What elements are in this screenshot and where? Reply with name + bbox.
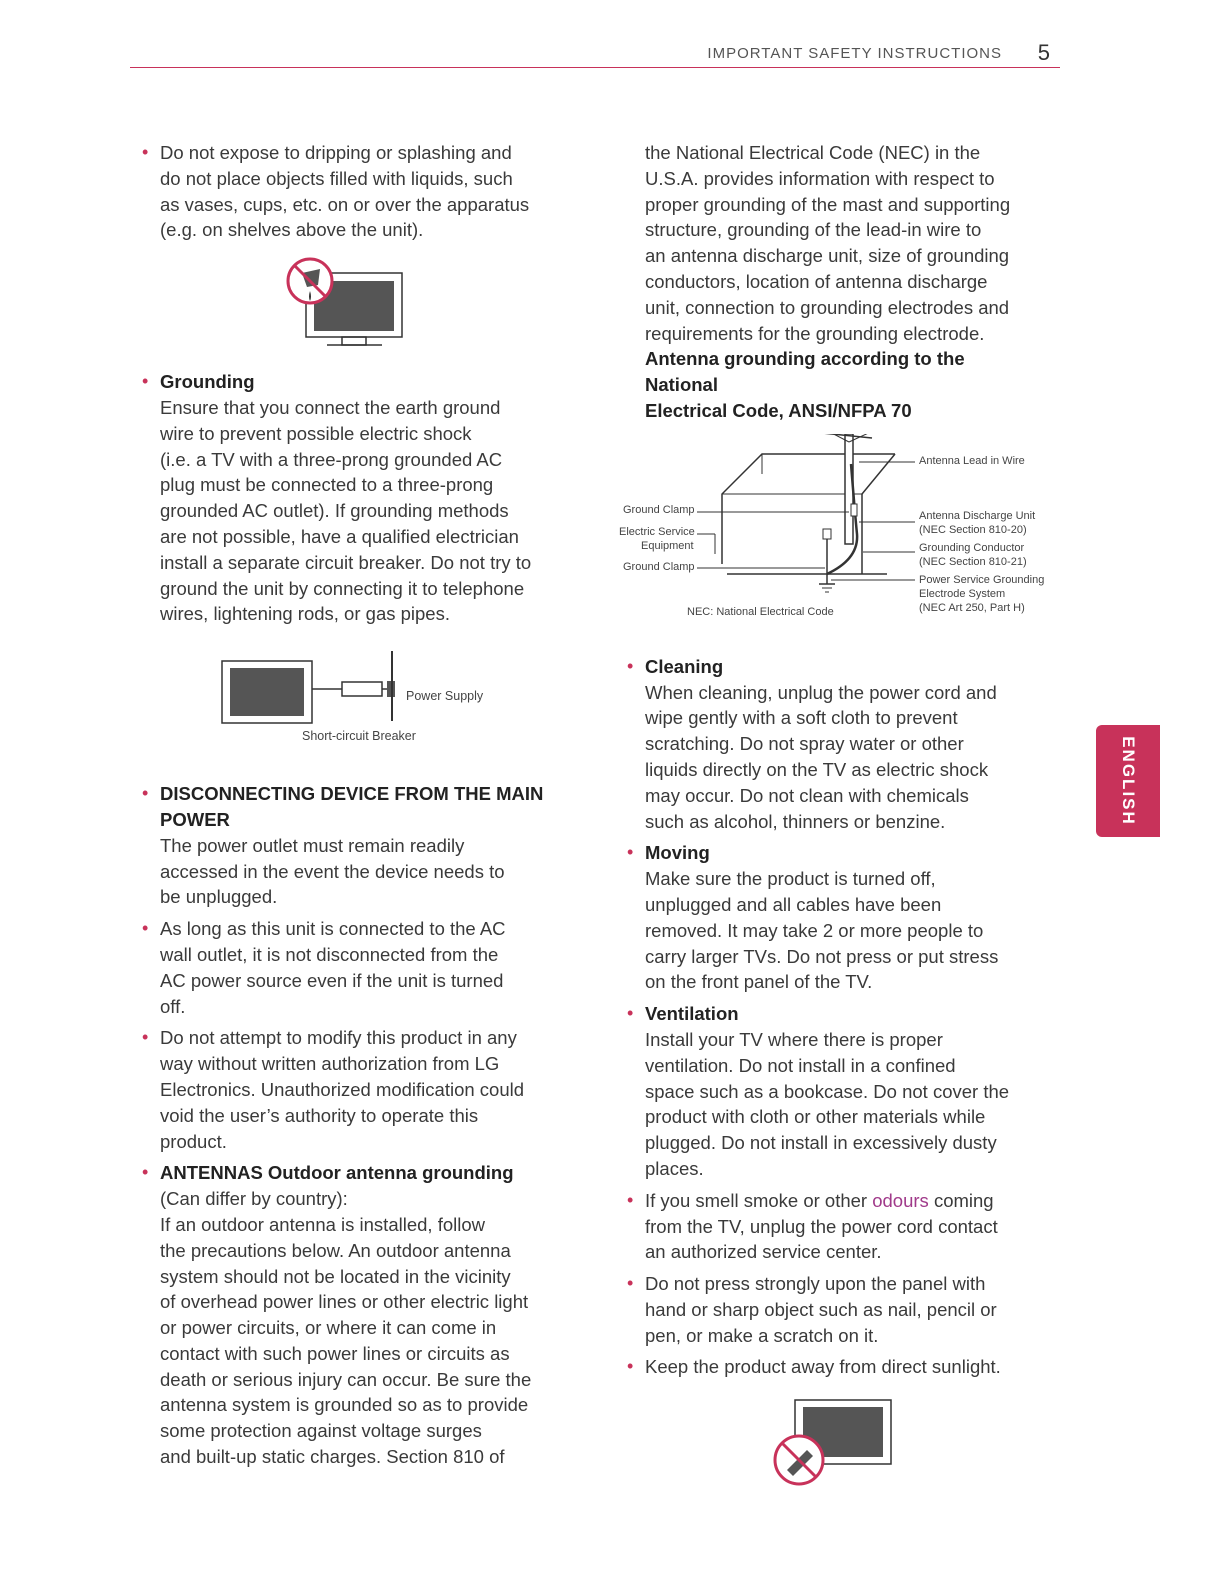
text-line: requirements for the grounding electrode.: [645, 322, 985, 344]
antenna-grounding-diagram: [619, 434, 1045, 654]
list-item-smell: [627, 1188, 1042, 1265]
text-line: unplugged and all cables have been: [645, 893, 942, 915]
list-item-ventilation: [627, 1001, 1042, 1182]
text-line: ground the unit by connecting it to telephone: [160, 577, 525, 599]
list-item-grounding: [142, 369, 552, 627]
bullet-icon: •: [142, 1027, 149, 1048]
section-heading-disconnecting-cont: POWER: [160, 808, 230, 830]
section-heading-moving: Moving: [645, 842, 710, 864]
bullet-icon: •: [142, 918, 149, 939]
text-line: and built-up static charges. Section 810 of: [160, 1446, 505, 1468]
text-line: antenna system is grounded so as to provide: [160, 1394, 529, 1416]
right-column: [619, 140, 1045, 1490]
text-line: removed. It may take 2 or more people to: [645, 919, 984, 941]
text-line: such as alcohol, thinners or benzine.: [645, 810, 946, 832]
text-line: some protection against voltage surges: [160, 1420, 482, 1442]
bullet-icon: •: [142, 783, 149, 804]
section-heading-disconnecting: DISCONNECTING DEVICE FROM THE MAIN: [160, 783, 544, 805]
header-title: IMPORTANT SAFETY INSTRUCTIONS: [707, 45, 1002, 62]
text-line: Do not attempt to modify this product in any: [160, 1027, 517, 1049]
text-line: The power outlet must remain readily: [160, 834, 465, 856]
text-line: an authorized service center.: [645, 1241, 882, 1263]
text-line: void the user’s authority to operate this: [160, 1104, 479, 1126]
text-line: may occur. Do not clean with chemicals: [645, 784, 969, 806]
bullet-icon: •: [142, 1162, 149, 1183]
text-line: space such as a bookcase. Do not cover the: [645, 1080, 1010, 1102]
power-service-section: (NEC Art 250, Part H): [919, 601, 1025, 614]
list-item-dripping: [142, 140, 552, 243]
text-line: the National Electrical Code (NEC) in the: [645, 142, 981, 163]
text-line: Keep the product away from direct sunlight.: [645, 1356, 1001, 1378]
header-rule: [130, 67, 1060, 68]
text-line: of overhead power lines or other electric light: [160, 1291, 529, 1313]
breaker-figure: [142, 651, 552, 781]
ground-clamp-label-2: Ground Clamp: [623, 560, 695, 573]
nec-note: NEC: National Electrical Code: [687, 605, 834, 618]
list-item-antennas: [142, 1160, 552, 1470]
text-line: Electronics. Unauthorized modification could: [160, 1078, 525, 1100]
text-line: scratching. Do not spray water or other: [645, 733, 964, 755]
text-line: [645, 1188, 1042, 1214]
list-item-modify: [142, 1025, 552, 1154]
list-item-disconnecting: [142, 781, 552, 910]
text-line: Do not expose to dripping or splashing and: [160, 142, 512, 163]
power-service-label-2: Electrode System: [919, 587, 1006, 600]
text-line: structure, grounding of the lead-in wire to: [645, 219, 982, 241]
text-line: wall outlet, it is not disconnected from the: [160, 943, 499, 965]
list-item-cleaning: [627, 654, 1042, 835]
text-line: Install your TV where there is proper: [645, 1028, 943, 1050]
text-line: As long as this unit is connected to the AC: [160, 918, 506, 940]
bullet-icon: •: [627, 655, 634, 676]
electric-service-label: Electric Service: [619, 525, 695, 538]
no-liquid-illustration: [142, 251, 552, 369]
text-line: Make sure the product is turned off,: [645, 868, 936, 890]
section-heading-antennas: ANTENNAS Outdoor antenna grounding: [160, 1162, 514, 1184]
text-line: off.: [160, 995, 186, 1017]
text-line: plug must be connected to a three-prong: [160, 474, 494, 496]
text-line: as vases, cups, etc. on or over the apparatus: [160, 193, 530, 215]
text-line: be unplugged.: [160, 886, 278, 908]
bullet-icon: •: [142, 371, 149, 392]
bullet-icon: •: [627, 842, 634, 863]
text-line: product with cloth or other materials while: [645, 1106, 986, 1128]
power-supply-label: Power Supply: [406, 689, 484, 704]
text-line: system should not be located in the vicinity: [160, 1265, 511, 1287]
text-line: ventilation. Do not install in a confined: [645, 1054, 956, 1076]
text-line: conductors, location of antenna discharge: [645, 270, 988, 292]
text-line: plugged. Do not install in excessively dusty: [645, 1132, 997, 1154]
text-line: do not place objects filled with liquids, such: [160, 167, 513, 189]
breaker-label: Short-circuit Breaker: [302, 729, 416, 744]
text-line: If an outdoor antenna is installed, follow: [160, 1213, 485, 1235]
list-item-press: [627, 1271, 1042, 1348]
text-line: places.: [645, 1157, 704, 1179]
text-line: an antenna discharge unit, size of grounding: [645, 245, 1010, 267]
text-line: or power circuits, or where it can come in: [160, 1317, 497, 1339]
no-scratch-illustration: [627, 1390, 1042, 1490]
ground-clamp-label-1: Ground Clamp: [623, 503, 695, 516]
bullet-icon: •: [627, 1356, 634, 1377]
text-line: accessed in the event the device needs to: [160, 860, 505, 882]
text-line: pen, or make a scratch on it.: [645, 1324, 879, 1346]
list-item-ac-outlet: [142, 916, 552, 1019]
bullet-icon: •: [627, 1273, 634, 1294]
list-item-sunlight: [627, 1354, 1042, 1380]
text-line: wire to prevent possible electric shock: [160, 422, 472, 444]
text-line: the precautions below. An outdoor antenna: [160, 1239, 511, 1261]
language-tab-label: ENGLISH: [1119, 736, 1138, 826]
text-line: liquids directly on the TV as electric shock: [645, 758, 989, 780]
bullet-icon: •: [627, 1003, 634, 1024]
nec-heading: Antenna grounding according to the National: [645, 348, 965, 396]
bullet-icon: •: [627, 1189, 634, 1210]
text-line: proper grounding of the mast and supporting: [645, 193, 1011, 215]
page-number: 5: [1037, 40, 1050, 65]
odours-term: odours: [872, 1189, 929, 1211]
text-line: Ensure that you connect the earth ground: [160, 396, 501, 418]
nec-heading-cont: Electrical Code, ANSI/NFPA 70: [645, 399, 912, 421]
text-line: death or serious injury can occur. Be sure the: [160, 1368, 532, 1390]
text-line: (Can differ by country):: [160, 1188, 348, 1210]
text-line: unit, connection to grounding electrodes and: [645, 296, 1010, 318]
no-liquid-figure: [142, 251, 552, 369]
text-line: way without written authorization from LG: [160, 1053, 500, 1075]
discharge-unit-label: Antenna Discharge Unit: [919, 509, 1036, 522]
text-line: wires, lightening rods, or gas pipes.: [160, 603, 450, 625]
text-line: grounded AC outlet). If grounding methods: [160, 500, 509, 522]
discharge-unit-section: (NEC Section 810-20): [919, 523, 1027, 536]
page-header: [130, 0, 1060, 70]
text-line: Do not press strongly upon the panel with: [645, 1273, 986, 1295]
bullet-icon: •: [142, 142, 149, 162]
text-line: (e.g. on shelves above the unit).: [160, 219, 424, 241]
text-line: on the front panel of the TV.: [645, 971, 873, 993]
list-item-moving: [627, 840, 1042, 995]
text-line: U.S.A. provides information with respect to: [645, 167, 995, 189]
text-line: wipe gently with a soft cloth to prevent: [645, 707, 958, 729]
breaker-illustration: [142, 651, 552, 781]
left-column: [142, 140, 552, 1476]
grounding-conductor-section: (NEC Section 810-21): [919, 555, 1027, 568]
text-line: When cleaning, unplug the power cord and: [645, 681, 997, 703]
text-line: contact with such power lines or circuits as: [160, 1342, 510, 1364]
section-heading-ventilation: Ventilation: [645, 1003, 739, 1025]
section-heading-cleaning: Cleaning: [645, 655, 724, 677]
text-span: If you smell smoke or other: [645, 1189, 873, 1211]
no-scratch-figure: [627, 1390, 1042, 1490]
nec-continuation: [627, 140, 1042, 424]
lead-in-label: Antenna Lead in Wire: [919, 454, 1025, 467]
grounding-conductor-label: Grounding Conductor: [919, 541, 1025, 554]
text-line: from the TV, unplug the power cord contact: [645, 1215, 998, 1237]
section-heading-grounding: Grounding: [160, 371, 255, 393]
language-tab: [1096, 725, 1160, 837]
text-line: product.: [160, 1130, 227, 1152]
text-line: (i.e. a TV with a three-prong grounded AC: [160, 448, 503, 470]
text-line: carry larger TVs. Do not press or put stress: [645, 945, 999, 967]
text-line: AC power source even if the unit is turned: [160, 969, 504, 991]
electric-service-label-2: Equipment: [641, 539, 694, 552]
text-line: are not possible, have a qualified electrician: [160, 525, 519, 547]
text-span: coming: [928, 1189, 994, 1211]
power-service-label: Power Service Grounding: [919, 573, 1045, 586]
text-line: hand or sharp object such as nail, pencil or: [645, 1298, 997, 1320]
text-line: install a separate circuit breaker. Do not try to: [160, 551, 532, 573]
